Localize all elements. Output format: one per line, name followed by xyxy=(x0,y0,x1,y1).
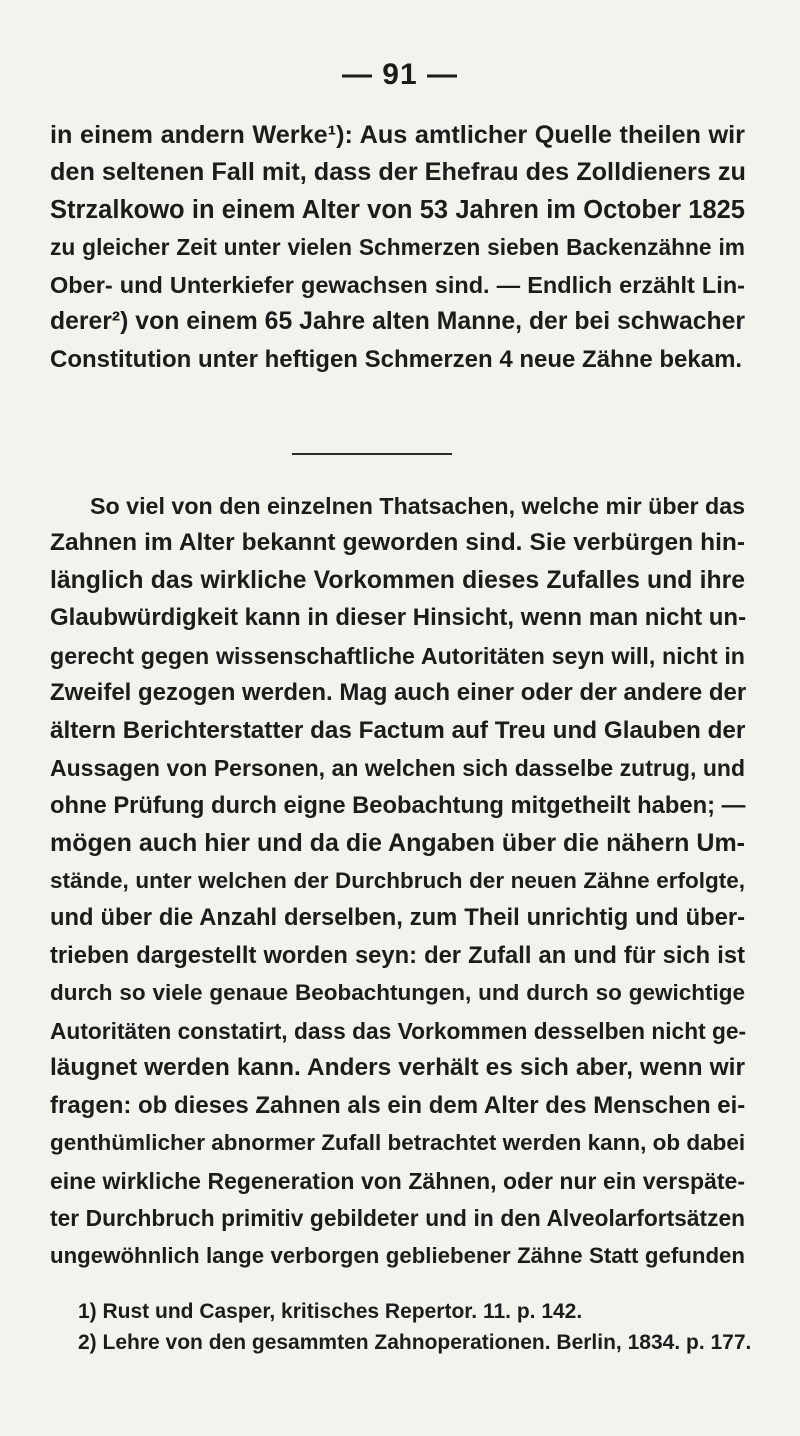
paragraph-2-line: fragen: ob dieses Zahnen als ein dem Alter des Menschen ei- xyxy=(50,1092,746,1119)
paragraph-2-line: trieben dargestellt worden seyn: der Zufall an und für sich ist xyxy=(50,942,745,969)
paragraph-1-line: derer²) von einem 65 Jahre alten Manne, der bei schwacher xyxy=(50,308,745,335)
paragraph-2-line: Zweifel gezogen werden. Mag auch einer oder der andere der xyxy=(50,679,747,706)
paragraph-2-line: Zahnen im Alter bekannt geworden sind. Sie verbürgen hin- xyxy=(50,529,745,556)
paragraph-2-line: und über die Anzahl derselben, zum Theil unrichtig und über- xyxy=(50,904,745,931)
paragraph-2-line: So viel von den einzelnen Thatsachen, welche mir über das xyxy=(90,493,746,519)
paragraph-2-line: länglich das wirkliche Vorkommen dieses Zufalles und ihre xyxy=(50,567,745,594)
footnote-2: 2) Lehre von den gesammten Zahnoperationen. Berlin, 1834. p. 177. xyxy=(78,1331,752,1354)
paragraph-1-line: den seltenen Fall mit, dass der Ehefrau des Zolldieners zu xyxy=(50,158,746,186)
paragraph-2-line: mögen auch hier und da die Angaben über die nähern Um- xyxy=(50,829,745,857)
section-divider xyxy=(292,453,452,455)
paragraph-2-line: durch so viele genaue Beobachtungen, und durch so gewichtige xyxy=(50,980,745,1005)
page-number: — 91 — xyxy=(341,58,459,91)
paragraph-2-line: ältern Berichterstatter das Factum auf Treu und Glauben der xyxy=(50,717,746,744)
paragraph-2-line: Aussagen von Personen, an welchen sich dasselbe zutrug, und xyxy=(50,755,745,781)
paragraph-2-line: genthümlicher abnormer Zufall betrachtet werden kann, ob dabei xyxy=(50,1130,746,1155)
paragraph-1-line: Strzalkowo in einem Alter von 53 Jahren im October 1825 xyxy=(50,196,745,224)
footnote-1: 1) Rust und Casper, kritisches Repertor. 11. p. 142. xyxy=(78,1300,583,1323)
paragraph-2-line: Glaubwürdigkeit kann in dieser Hinsicht, wenn man nicht un- xyxy=(50,604,747,631)
paragraph-2-line: Autoritäten constatirt, dass das Vorkommen desselben nicht ge- xyxy=(50,1018,747,1044)
paragraph-2-line: ter Durchbruch primitiv gebildeter und in den Alveolarfortsätzen xyxy=(50,1205,745,1231)
paragraph-2-line: ohne Prüfung durch eigne Beobachtung mitgetheilt haben; — xyxy=(50,792,746,819)
paragraph-2-line: ungewöhnlich lange verborgen gebliebener Zähne Statt gefunden xyxy=(50,1243,745,1268)
paragraph-2-line: stände, unter welchen der Durchbruch der neuen Zähne erfolgte, xyxy=(50,868,745,893)
paragraph-2-line: gerecht gegen wissenschaftliche Autoritäten seyn will, nicht in xyxy=(50,643,745,669)
paragraph-2-line: eine wirkliche Regeneration von Zähnen, oder nur ein verspäte- xyxy=(50,1168,745,1194)
paragraph-1-line: zu gleicher Zeit unter vielen Schmerzen sieben Backenzähne im xyxy=(50,234,745,260)
paragraph-2-line: läugnet werden kann. Anders verhält es sich aber, wenn wir xyxy=(50,1054,745,1081)
paragraph-1-line: in einem andern Werke¹): Aus amtlicher Quelle theilen wir xyxy=(50,121,745,149)
paragraph-1-line: Constitution unter heftigen Schmerzen 4 neue Zähne bekam. xyxy=(50,346,743,373)
paragraph-1-line: Ober- und Unterkiefer gewachsen sind. — Endlich erzählt Lin- xyxy=(50,272,745,298)
